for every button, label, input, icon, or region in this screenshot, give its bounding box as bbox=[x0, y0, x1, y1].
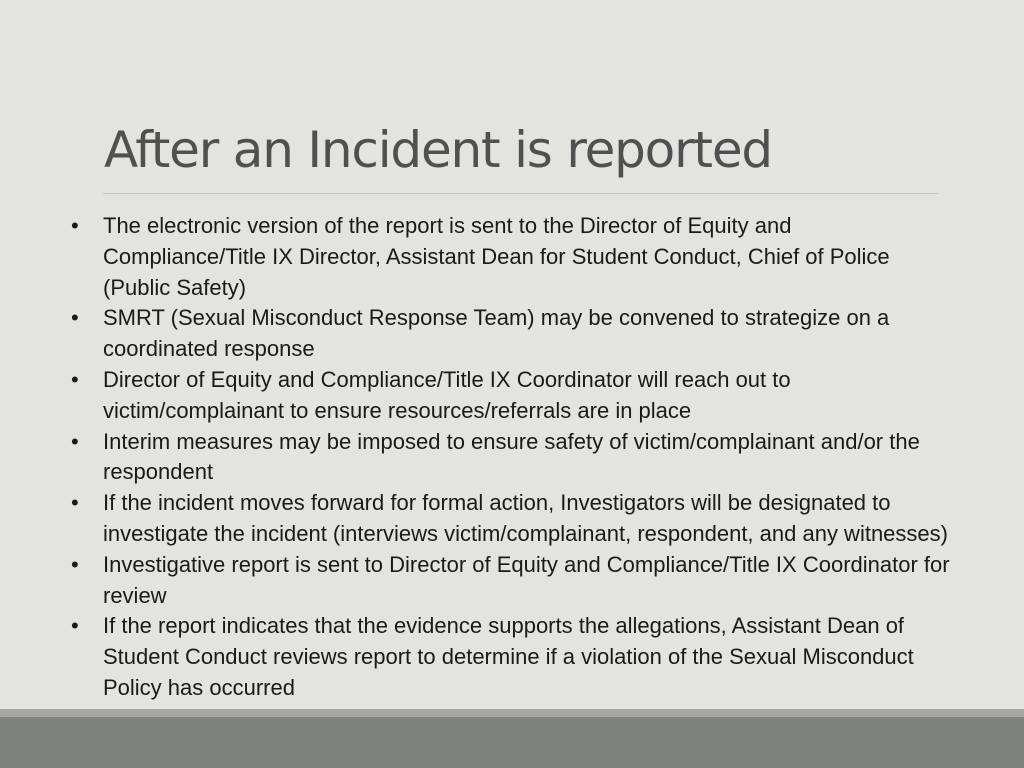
bullet-text: The electronic version of the report is sent to the Director of Equity and Compliance/Title IX Director, Assistant Dean for Student Conduct, Chief of Police (Public Safety) bbox=[103, 213, 890, 300]
title-divider bbox=[103, 193, 938, 194]
bullet-marker: • bbox=[71, 613, 79, 639]
bullet-item bbox=[0, 488, 960, 550]
footer-accent-band bbox=[0, 709, 1024, 717]
bullet-marker: • bbox=[71, 490, 79, 516]
bullet-text: If the report indicates that the evidence supports the allegations, Assistant Dean of Student Conduct reviews report to determine if a violation of the Sexual Misconduct Policy has occurred bbox=[103, 613, 914, 700]
bullet-text: Interim measures may be imposed to ensure safety of victim/complainant and/or the respondent bbox=[103, 428, 920, 485]
bullet-marker: • bbox=[71, 366, 79, 392]
bullet-text: Investigative report is sent to Director of Equity and Compliance/Title IX Coordinator for review bbox=[103, 551, 950, 608]
bullet-item bbox=[0, 303, 960, 365]
bullet-item bbox=[0, 427, 960, 489]
bullet-item bbox=[0, 611, 960, 703]
bullet-marker: • bbox=[71, 213, 79, 238]
bullet-item bbox=[0, 365, 960, 427]
bullet-text: Director of Equity and Compliance/Title IX Coordinator will reach out to victim/complainant to ensure resources/referrals are in place bbox=[103, 366, 791, 423]
bullet-item bbox=[0, 550, 960, 612]
bullet-marker: • bbox=[71, 428, 79, 454]
bullet-text: If the incident moves forward for formal action, Investigators will be designated to investigate the incident (interviews victim/complainant, respondent, and any witnesses) bbox=[103, 490, 948, 546]
bullet-marker: • bbox=[71, 305, 79, 331]
bullet-list bbox=[0, 211, 960, 704]
footer-bar bbox=[0, 717, 1024, 768]
slide-title: After an Incident is reported bbox=[104, 121, 772, 179]
bullet-text: SMRT (Sexual Misconduct Response Team) may be convened to strategize on a coordinated response bbox=[103, 305, 890, 362]
bullet-marker: • bbox=[71, 551, 79, 577]
bullet-item bbox=[0, 211, 960, 303]
